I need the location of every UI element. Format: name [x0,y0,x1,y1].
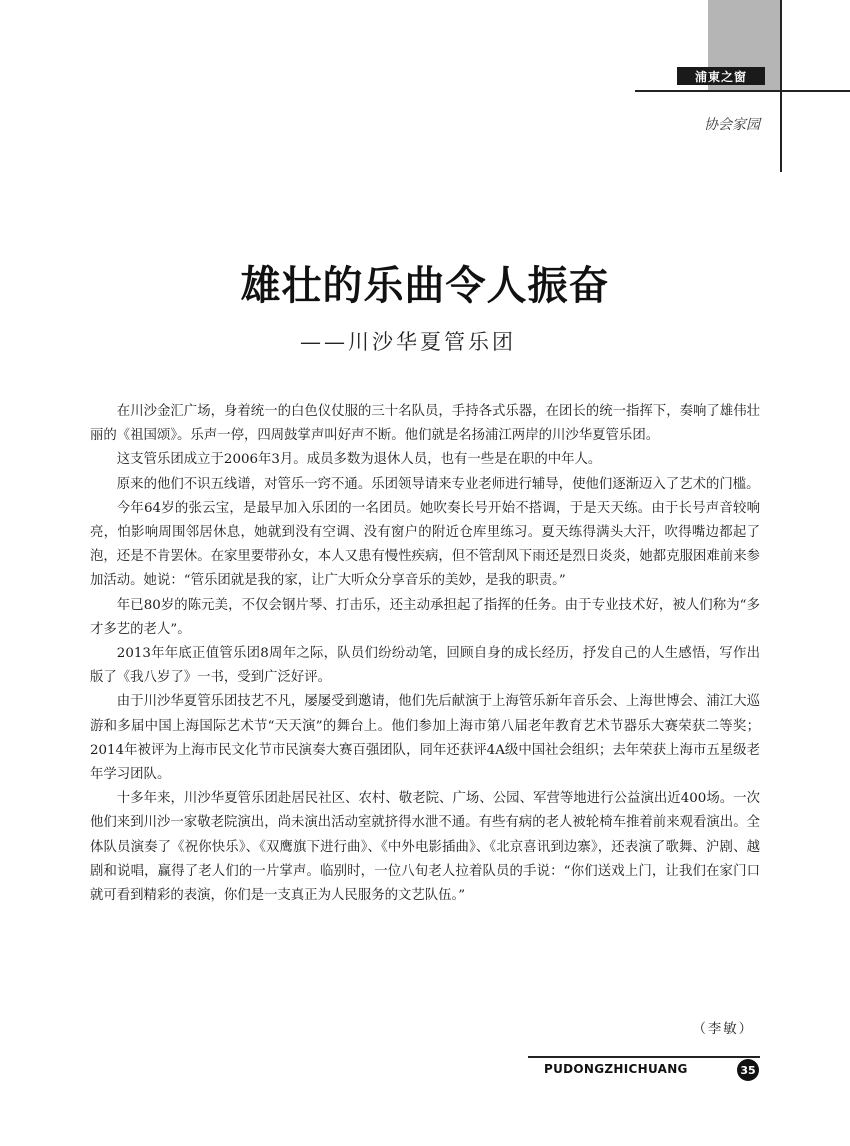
author-credit: （李敏） [692,1022,754,1037]
article-subtitle: ——川沙华夏管乐团 [300,330,516,354]
paragraph: 年已80岁的陈元美，不仅会钢片琴、打击乐，还主动承担起了指挥的任务。由于专业技术好，被人们称为“多才多艺的老人”。 [90,597,760,637]
page-number-badge [737,1059,759,1081]
magazine-logo-text: 浦東之窗 [694,69,747,84]
page-number: 35 [740,1063,756,1077]
paragraph: 今年64岁的张云宝，是最早加入乐团的一名团员。她吹奏长号开始不搭调，于是天天练。由于长号声音较响亮，怕影响周围邻居休息，她就到没有空调、没有窗户的附近仓库里练习。夏天练得满头大汗，吹得嘴边都起了泡，还是不肯罢休。在家里要带孙女，本人又患有慢性疾病，但不管刮风下雨还是烈日炎炎，她都克服困难前来参加活动。她说：“管乐团就是我的家，让广大听众分享音乐的美妙，是我的职责。” [90,500,760,589]
magazine-logo [677,67,765,85]
paragraph: 原来的他们不识五线谱，对管乐一窍不通。乐团领导请来专业老师进行辅导，使他们逐渐迈入了艺术的门槛。 [116,476,760,492]
article-title: 雄壮的乐曲令人振奋 [240,263,610,309]
header-vertical-rule [780,0,782,172]
paragraph: 十多年来，川沙华夏管乐团赴居民社区、农村、敬老院、广场、公园、军营等地进行公益演出近400场。一次他们来到川沙一家敬老院演出，尚未演出活动室就挤得水泄不通。有些有病的老人被轮椅车推着前来观看演出。全体队员演奏了《祝你快乐》、《双鹰旗下进行曲》、《中外电影插曲》、《北京喜讯到边寨》，还表演了歌舞、沪剧、越剧和说唱，赢得了老人们的一片掌声。临别时，一位八旬老人拉着队员的手说：“你们送戏上门，让我们在家门口就可看到精彩的表演，你们是一支真正为人民服务的文艺队伍。” [90,791,760,904]
paragraph: 在川沙金汇广场，身着统一的白色仪仗服的三十名队员，手持各式乐器，在团长的统一指挥下，奏响了雄伟壮丽的《祖国颂》。乐声一停，四周鼓掌声叫好声不断。他们就是名扬浦江两岸的川沙华夏管乐团。 [90,404,760,444]
article-body [90,400,760,908]
header-horizontal-rule [635,90,850,92]
paragraph: 这支管乐团成立于2006年3月。成员多数为退休人员，也有一些是在职的中年人。 [116,452,602,468]
section-label: 协会家园 [704,117,760,133]
paragraph: 2013年年底正值管乐团8周年之际，队员们纷纷动笔，回顾自身的成长经历，抒发自己的人生感悟，写作出版了《我八岁了》一书，受到广泛好评。 [90,646,760,686]
footer-rule [528,1056,760,1058]
footer-magazine-name: PUDONGZHICHUANG [544,1062,688,1076]
paragraph: 由于川沙华夏管乐团技艺不凡，屡屡受到邀请，他们先后献演于上海管乐新年音乐会、上海世博会、浦江大巡游和多届中国上海国际艺术节“天天演”的舞台上。他们参加上海市第八届老年教育艺术节器乐大赛荣获二等奖；2014年被评为上海市民文化节市民演奏大赛百强团队，同年还获评4A级中国社会组织；去年荣获上海市五星级老年学习团队。 [90,694,760,783]
